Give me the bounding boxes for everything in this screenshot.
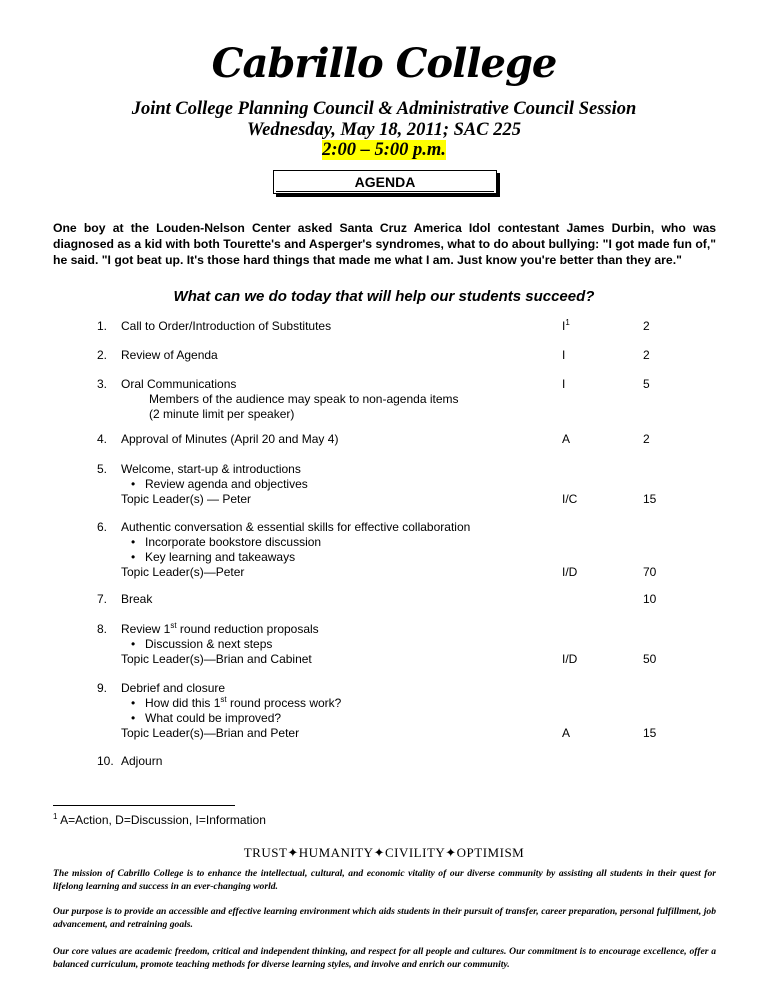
item-title: Review 1st round reduction proposals (121, 621, 319, 636)
footnote-divider (53, 805, 235, 806)
item-bullet: • Discussion & next steps (131, 637, 273, 651)
item-title: Adjourn (121, 754, 163, 768)
item-code: A (562, 432, 571, 446)
bullet-marker: • (131, 550, 136, 564)
item-number: 4. (97, 432, 108, 446)
item-bullet: • How did this 1st round process work? (131, 695, 342, 710)
item-number: 8. (97, 622, 108, 636)
mission-statement: The mission of Cabrillo College is to enhance the intellectual, cultural, and economic vitality of our diverse community by assisting all students in their quest for lifelong learning and success in an ever-changing world. (53, 868, 716, 892)
item-minutes: 2 (643, 348, 650, 362)
item-number: 3. (97, 377, 108, 391)
footnote-ref: 1 (565, 318, 570, 327)
item-number: 9. (97, 681, 108, 695)
topic-leader: Topic Leader(s) — Peter (121, 492, 252, 506)
item-title: Welcome, start-up & introductions (121, 462, 301, 476)
item-title: Review of Agenda (121, 348, 218, 362)
item-code: I (562, 348, 566, 362)
meeting-title: Joint College Planning Council & Administrative Council Session (131, 99, 637, 119)
item-subtext: (2 minute limit per speaker) (149, 407, 295, 421)
item-minutes: 2 (643, 319, 650, 333)
item-title: Oral Communications (121, 377, 237, 391)
item-bullet: • Review agenda and objectives (131, 477, 308, 491)
item-number: 7. (97, 592, 108, 606)
item-number: 2. (97, 348, 108, 362)
bullet-marker: • (131, 535, 136, 549)
item-minutes: 10 (643, 592, 657, 606)
item-title: Approval of Minutes (April 20 and May 4) (121, 432, 339, 446)
item-title: Break (121, 592, 153, 606)
item-bullet: • Incorporate bookstore discussion (131, 535, 322, 549)
core-values-line: TRUST✦HUMANITY✦CIVILITY✦OPTIMISM (243, 845, 525, 860)
topic-leader: Topic Leader(s)—Brian and Cabinet (121, 652, 312, 666)
guiding-question: What can we do today that will help our students succeed? (173, 288, 595, 305)
item-title: Authentic conversation & essential skills for effective collaboration (121, 520, 471, 534)
item-number: 1. (97, 319, 108, 333)
item-code: I/C (562, 492, 578, 506)
item-code: I (562, 377, 566, 391)
item-code: I/D (562, 652, 578, 666)
item-minutes: 2 (643, 432, 650, 446)
item-code: I/D (562, 565, 578, 579)
item-minutes: 15 (643, 726, 657, 740)
topic-leader: Topic Leader(s)—Brian and Peter (121, 726, 300, 740)
agenda-label-box (273, 170, 497, 194)
footnote-mark: 1 (53, 812, 58, 821)
item-minutes: 5 (643, 377, 650, 391)
item-minutes: 70 (643, 565, 657, 579)
item-title: Debrief and closure (121, 681, 226, 695)
meeting-time: 2:00 – 5:00 p.m. (322, 140, 446, 160)
intro-quote: One boy at the Louden-Nelson Center asked Santa Cruz America Idol contestant James Durbin, who was diagnosed as a kid with both Tourette's and Asperger's syndromes, what to do about bullying: "I got made fun of," he said. "I got beat up. It's those hard things that made me what I am. Just know you're better than they are." (53, 221, 716, 267)
bullet-marker: • (131, 477, 136, 491)
item-code: $I^1$ (562, 318, 570, 333)
purpose-statement: Our purpose is to provide an accessible and effective learning environment which aids students in their pursuit of transfer, career preparation, personal fulfillment, job advancement, and retraining goals. (53, 906, 716, 930)
meeting-date: Wednesday, May 18, 2011; SAC 225 (247, 119, 521, 140)
item-code: A (562, 726, 571, 740)
item-number: 6. (97, 520, 108, 534)
meeting-heading (0, 99, 768, 161)
item-minutes: 50 (643, 652, 657, 666)
values-statement: Our core values are academic freedom, critical and independent thinking, and respect for all people and cultures. Our commitment is to encourage excellence, offer a balanced curriculum, promote teaching methods for diverse learning styles, and involve and enrich our community. (53, 946, 716, 970)
item-title: Call to Order/Introduction of Substitutes (121, 319, 332, 333)
item-subtext: Members of the audience may speak to non-agenda items (149, 392, 459, 406)
agenda-label: AGENDA (354, 174, 416, 190)
item-bullet: • What could be improved? (131, 711, 282, 725)
footnote (53, 813, 266, 827)
college-logo (0, 42, 768, 86)
bullet-marker: • (131, 711, 136, 725)
bullet-marker: • (131, 637, 136, 651)
item-minutes: 15 (643, 492, 657, 506)
item-number: 10. (97, 754, 114, 768)
item-number: 5. (97, 462, 108, 476)
footnote-text: A=Action, D=Discussion, I=Information (60, 813, 266, 827)
item-bullet: • Key learning and takeaways (131, 550, 296, 564)
topic-leader: Topic Leader(s)—Peter (121, 565, 245, 579)
bullet-marker: • (131, 696, 136, 710)
logo-text: Cabrillo College (211, 40, 557, 87)
